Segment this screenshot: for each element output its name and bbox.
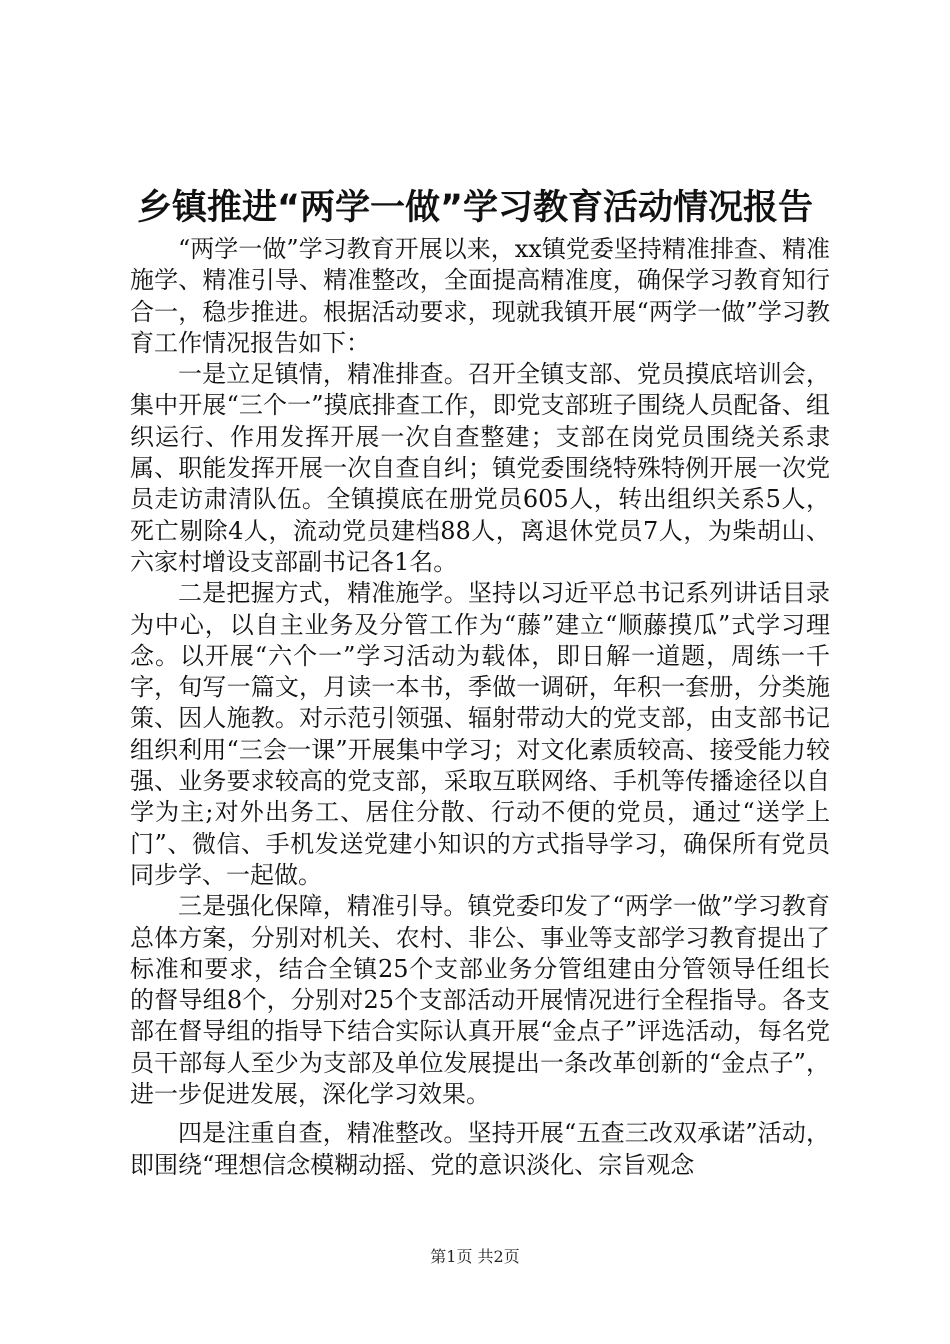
paragraph-point-one: 一是立足镇情，精准排查。召开全镇支部、党员摸底培训会，集中开展“三个一”摸底排查工作，即党支部班子围绕人员配备、组织运行、作用发挥开展一次自查整建；支部在岗党员围绕关系隶属、职能发挥开展一次自查自纠；镇党委围绕特殊特例开展一次党员走访肃清队伍。全镇摸底在册党员605人，转出组织关系5人，死亡剔除4人，流动党员建档88人，离退休党员7人，为柴胡山、六家村增设支部副书记各1名。 [130,360,830,576]
document-title: 乡镇推进“两学一做”学习教育活动情况报告 [136,188,813,228]
paragraph-point-two: 二是把握方式，精准施学。坚持以习近平总书记系列讲话目录为中心，以自主业务及分管工作为“藤”建立“顺藤摸瓜”式学习理念。以开展“六个一”学习活动为载体，即日解一道题，周练一千字，旬写一篇文，月读一本书，季做一调研，年积一套册，分类施策、因人施教。对示范引领强、辐射带动大的党支部，由支部书记组织利用“三会一课”开展集中学习；对文化素质较高、接受能力较强、业务要求较高的党支部，采取互联网络、手机等传播途径以自学为主;对外出务工、居住分散、行动不便的党员，通过“送学上门”、微信、手机发送党建小知识的方式指导学习，确保所有党员同步学、一起做。 [130,579,830,889]
page-number-footer: 第1页 共2页 [430,1247,520,1266]
paragraph-intro: “两学一做”学习教育开展以来，xx镇党委坚持精准排查、精准施学、精准引导、精准整改，全面提高精准度，确保学习教育知行合一，稳步推进。根据活动要求，现就我镇开展“两学一做”学习教育工作情况报告如下： [130,235,830,357]
paragraph-point-three: 三是强化保障，精准引导。镇党委印发了“两学一做”学习教育总体方案，分别对机关、农村、非公、事业等支部学习教育提出了标准和要求，结合全镇25个支部业务分管组建由分管领导任组长的督导组8个，分别对25个支部活动开展情况进行全程指导。各支部在督导组的指导下结合实际认真开展“金点子”评选活动，每名党员干部每人至少为支部及单位发展提出一条改革创新的“金点子”，进一步促进发展，深化学习效果。 [130,892,830,1109]
document-body [130,234,830,1181]
paragraph-point-four: 四是注重自查，精准整改。坚持开展“五查三改双承诺”活动，即围绕“理想信念模糊动摇、党的意识淡化、宗旨观念 [130,1119,830,1179]
